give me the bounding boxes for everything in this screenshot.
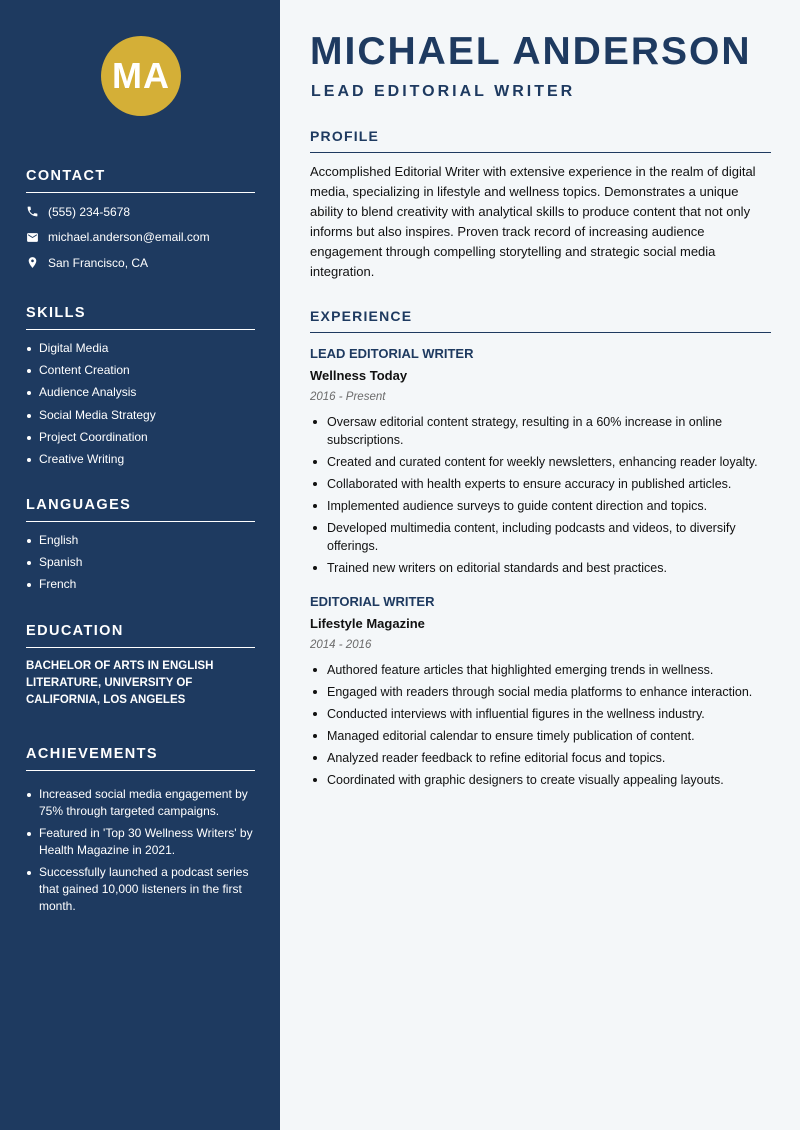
skill-item: Creative Writing [26,451,255,473]
job-bullet: Coordinated with graphic designers to create visually appealing layouts. [310,771,771,789]
location-pin-icon [26,256,39,269]
language-item: Spanish [26,554,255,576]
job-entry [310,343,771,577]
contact-list [26,199,255,276]
skills-heading: SKILLS [26,305,255,330]
job-bullets [310,661,771,789]
candidate-name: MICHAEL ANDERSON [310,30,752,73]
phone-icon [26,205,39,218]
languages-list [26,532,255,599]
education-heading: EDUCATION [26,623,255,648]
languages-heading: LANGUAGES [26,497,255,522]
contact-location-text: San Francisco, CA [48,255,149,270]
achievements-heading: ACHIEVEMENTS [26,746,255,771]
languages-section [26,497,255,599]
profile-text: Accomplished Editorial Writer with extensive experience in the realm of digital media, specializing in lifestyle and wellness topics. Demonstrates a unique ability to blend creativity with analytical skills to produce content that not only informs but also inspires. Proven track record of increasing audience engagement through compelling storytelling and strategic social media integration. [310,164,756,279]
contact-email [26,225,255,251]
education-section [26,623,255,709]
contact-section [26,168,255,276]
skill-item: Social Media Strategy [26,407,255,429]
mail-icon [26,231,39,244]
skill-item: Digital Media [26,340,255,362]
skill-item: Content Creation [26,362,255,384]
contact-location [26,250,255,276]
job-company: Lifestyle Magazine [310,616,425,631]
education-degree: BACHELOR OF ARTS IN ENGLISH LITERATURE, UNIVERSITY OF CALIFORNIA, LOS ANGELES [26,660,214,706]
job-bullet: Collaborated with health experts to ensure accuracy in published articles. [310,475,771,493]
job-bullet: Authored feature articles that highlighted emerging trends in wellness. [310,661,771,679]
job-company: Wellness Today [310,368,408,383]
skills-section [26,305,255,473]
job-bullet: Analyzed reader feedback to refine editorial focus and topics. [310,749,771,767]
job-bullet: Trained new writers on editorial standards and best practices. [310,559,771,577]
achievement-item: Featured in 'Top 30 Wellness Writers' by Health Magazine in 2021. [26,825,255,859]
contact-email-text: michael.anderson@email.com [48,230,210,245]
experience-heading: EXPERIENCE [310,308,771,333]
job-dates: 2014 - 2016 [310,639,372,651]
language-item: French [26,576,255,598]
job-bullet: Managed editorial calendar to ensure timely publication of content. [310,727,771,745]
job-bullet: Implemented audience surveys to guide content direction and topics. [310,497,771,515]
contact-heading: CONTACT [26,168,255,193]
job-bullet: Engaged with readers through social media platforms to enhance interaction. [310,683,771,701]
contact-phone [26,199,255,225]
candidate-role: LEAD EDITORIAL WRITER [311,83,576,100]
experience-section [310,308,771,793]
language-item: English [26,532,255,554]
job-bullets [310,413,771,577]
job-bullet: Developed multimedia content, including podcasts and videos, to diversify offerings. [310,519,771,555]
sidebar [0,0,280,1130]
avatar-initials: MA [101,36,181,116]
skill-item: Project Coordination [26,429,255,451]
job-dates: 2016 - Present [310,391,386,403]
skills-list [26,340,255,473]
job-title: EDITORIAL WRITER [310,594,435,609]
achievements-section [26,746,255,920]
job-bullet: Oversaw editorial content strategy, resulting in a 60% increase in online subscriptions. [310,413,771,449]
profile-section [310,128,771,282]
achievement-item: Increased social media engagement by 75% through targeted campaigns. [26,786,255,820]
profile-heading: PROFILE [310,128,771,153]
skill-item: Audience Analysis [26,384,255,406]
main-content [280,0,800,1130]
job-bullet: Created and curated content for weekly newsletters, enhancing reader loyalty. [310,453,771,471]
job-entry [310,591,771,789]
job-title: LEAD EDITORIAL WRITER [310,346,474,361]
achievements-list [26,786,255,915]
job-bullet: Conducted interviews with influential figures in the wellness industry. [310,705,771,723]
contact-phone-text: (555) 234-5678 [48,204,131,219]
achievement-item: Successfully launched a podcast series that gained 10,000 listeners in the first month. [26,864,255,915]
